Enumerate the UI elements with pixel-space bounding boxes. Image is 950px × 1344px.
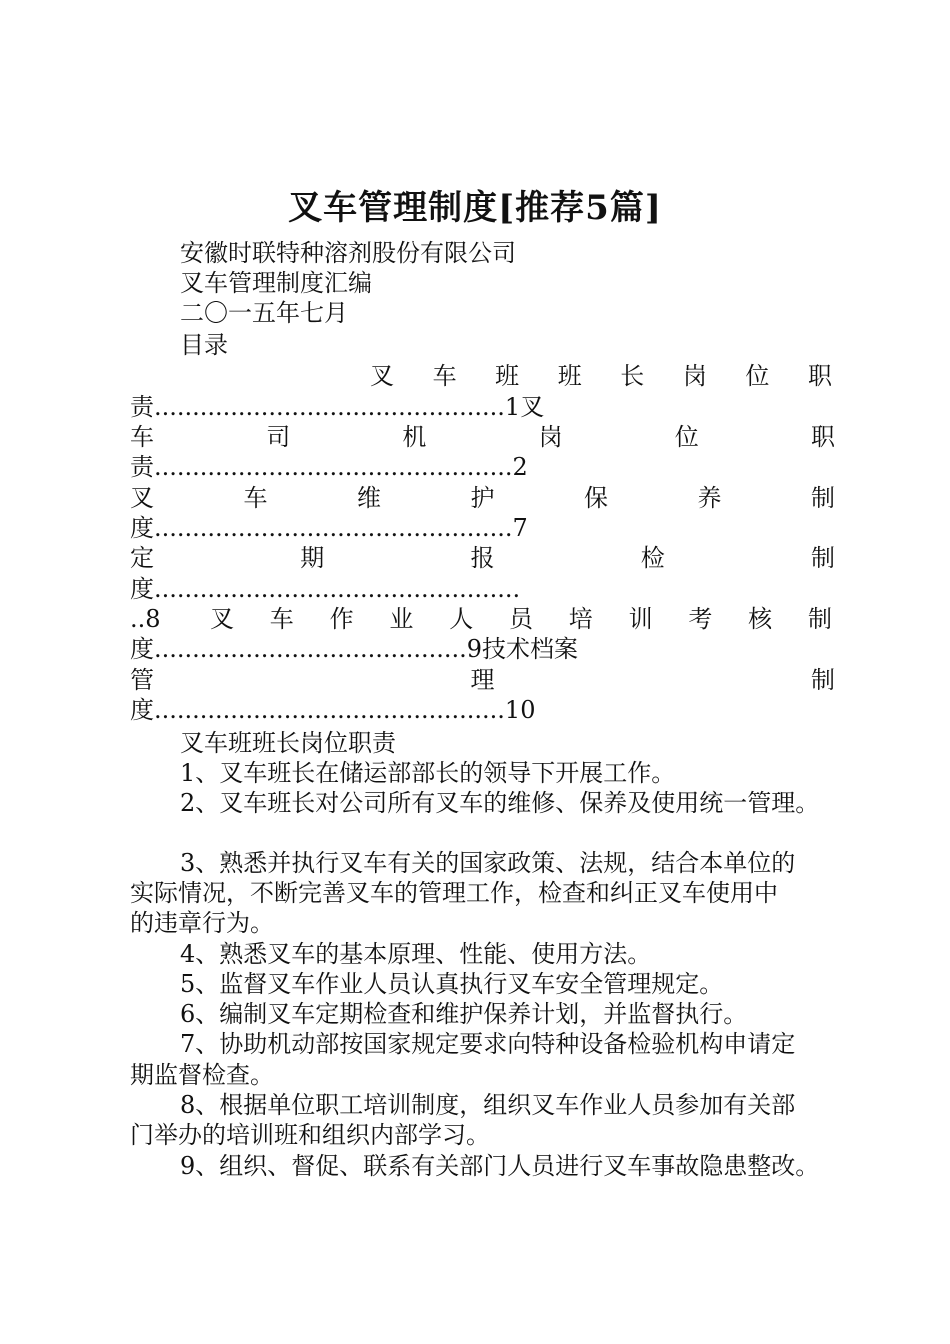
paragraph: 5、监督叉车作业人员认真执行叉车安全管理规定。 (180, 970, 724, 998)
toc-char: 制 (811, 544, 835, 572)
toc-char: 叉 (210, 605, 234, 633)
paragraph: 1、叉车班长在储运部部长的领导下开展工作。 (180, 759, 676, 787)
toc-line: 责...............................................2 (130, 453, 528, 481)
toc-char: 制 (811, 484, 835, 512)
toc-char: 制 (811, 666, 835, 694)
toc-line: 责..............................................1叉 (130, 393, 545, 421)
paragraph: 7、协助机动部按国家规定要求向特种设备检验机构申请定 (180, 1030, 796, 1058)
compilation-title: 叉车管理制度汇编 (180, 269, 372, 297)
paragraph: 3、熟悉并执行叉车有关的国家政策、法规，结合本单位的 (180, 849, 796, 877)
toc-char: 维 (357, 484, 381, 512)
toc-char: 车 (130, 423, 154, 451)
paragraph: 2、叉车班长对公司所有叉车的维修、保养及使用统一管理。 (180, 789, 820, 817)
paragraph: 9、组织、督促、联系有关部门人员进行叉车事故隐患整改。 (180, 1152, 820, 1180)
paragraph: 门举办的培训班和组织内部学习。 (130, 1121, 490, 1149)
toc-char: 叉 (130, 484, 154, 512)
toc-line: 度...............................................7 (130, 514, 528, 542)
toc-char: 定 (130, 544, 154, 572)
toc-line (370, 361, 832, 391)
toc-char: 员 (508, 605, 533, 633)
company-name: 安徽时联特种溶剂股份有限公司 (180, 239, 516, 267)
toc-line: 度................................................ (130, 575, 521, 603)
toc-char: 车 (269, 605, 294, 633)
toc-heading: 目录 (180, 331, 228, 359)
section-title: 叉车班班长岗位职责 (180, 729, 396, 757)
toc-char: 养 (697, 484, 722, 512)
toc-char: 护 (470, 484, 495, 512)
toc-char: 岗 (682, 362, 707, 390)
toc-page-fragment: ..8 (130, 605, 161, 633)
toc-char: 管 (130, 666, 154, 694)
paragraph: 实际情况，不断完善叉车的管理工作，检查和纠正叉车使用中 (130, 879, 778, 907)
toc-char: 制 (807, 605, 832, 633)
toc-line: 度..............................................10 (130, 696, 536, 724)
toc-line (130, 543, 835, 573)
toc-char: 位 (745, 362, 770, 390)
toc-char: 职 (810, 423, 835, 451)
paragraph: 8、根据单位职工培训制度，组织叉车作业人员参加有关部 (180, 1091, 796, 1119)
toc-char: 岗 (538, 423, 563, 451)
document-title: 叉车管理制度[推荐5篇] (288, 188, 662, 228)
toc-char: 班 (495, 362, 520, 390)
toc-line (130, 422, 835, 452)
document-date: 二〇一五年七月 (180, 299, 348, 327)
toc-char: 期 (300, 544, 325, 572)
toc-char: 保 (584, 484, 608, 512)
paragraph: 的违章行为。 (130, 909, 274, 937)
toc-char: 训 (628, 605, 653, 633)
paragraph: 期监督检查。 (130, 1061, 274, 1089)
paragraph: 6、编制叉车定期检查和维护保养计划，并监督执行。 (180, 1000, 748, 1028)
toc-char: 司 (266, 423, 291, 451)
toc-char: 人 (449, 605, 474, 633)
toc-line: 度.........................................9技术档案 (130, 635, 579, 663)
toc-char: 核 (748, 605, 773, 633)
toc-char: 理 (470, 666, 495, 694)
toc-char: 位 (674, 423, 699, 451)
toc-line (210, 604, 832, 634)
toc-char: 车 (243, 484, 268, 512)
toc-line (130, 665, 835, 695)
toc-char: 职 (807, 362, 832, 390)
toc-char: 作 (329, 605, 354, 633)
paragraph: 4、熟悉叉车的基本原理、性能、使用方法。 (180, 940, 652, 968)
toc-line (130, 483, 835, 513)
toc-char: 报 (470, 544, 495, 572)
toc-char: 业 (389, 605, 414, 633)
toc-char: 班 (557, 362, 582, 390)
toc-char: 长 (620, 362, 645, 390)
toc-char: 培 (568, 605, 593, 633)
toc-char: 检 (640, 544, 665, 572)
toc-char: 机 (402, 423, 427, 451)
toc-char: 车 (432, 362, 457, 390)
toc-char: 考 (688, 605, 713, 633)
toc-char: 叉 (370, 362, 394, 390)
